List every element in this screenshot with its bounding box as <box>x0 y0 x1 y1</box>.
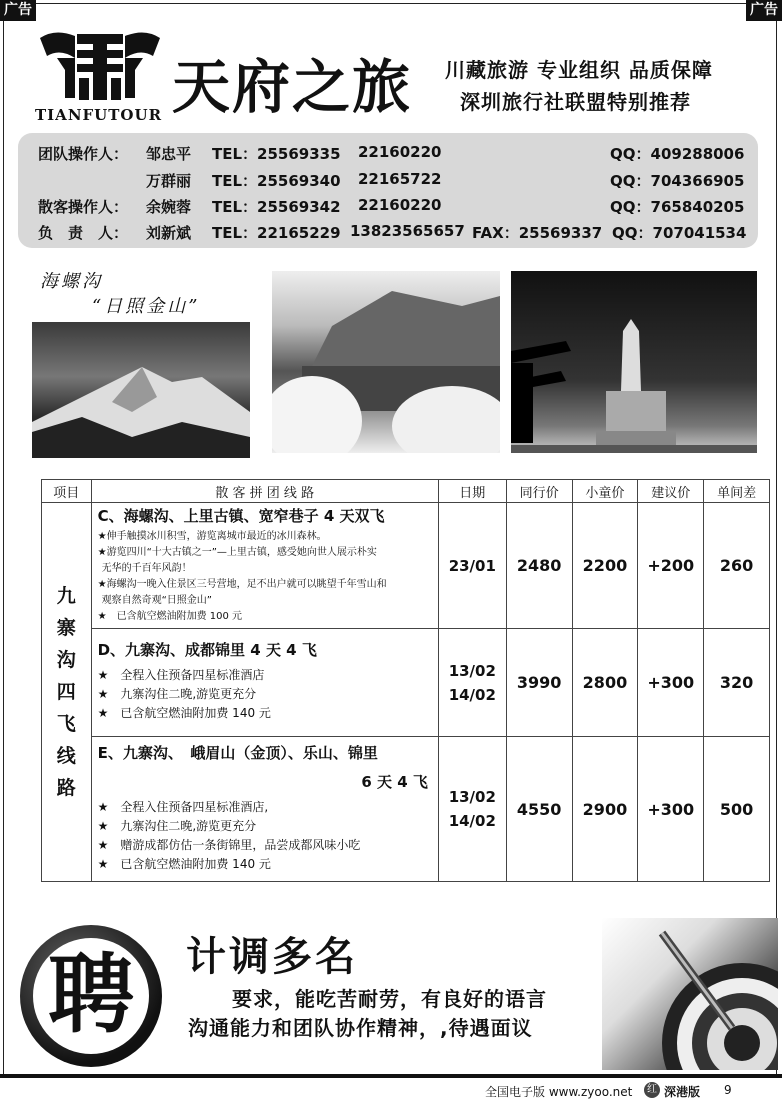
contact-role: 散客操作人： <box>38 198 129 216</box>
contact-name: 万群丽 <box>146 172 192 190</box>
brand-title: 天府之旅 <box>172 53 413 121</box>
route-name: C、海螺沟、上里古镇、宽窄巷子 4 天双飞 <box>97 507 385 525</box>
group-label-char: 沟 <box>56 649 76 671</box>
group-label-char: 路 <box>56 777 76 799</box>
photo-snow-lake <box>272 271 500 453</box>
ad-tag-left: 广告 <box>0 0 36 21</box>
photo-caption-1: 海螺沟 <box>40 271 103 292</box>
route-bullet: ★ 已含航空燃油附加费 140 元 <box>97 706 271 720</box>
route-name-suffix: 6 天 4 飞 <box>361 773 428 791</box>
group-label-char: 线 <box>56 745 76 767</box>
header-single-supplement: 单间差 <box>704 480 770 503</box>
contact-fax: FAX：25569337 <box>472 224 603 242</box>
table-row <box>42 629 770 737</box>
photo-caption-2: “日照金山” <box>92 296 201 317</box>
group-label-char: 四 <box>56 681 76 703</box>
header-item: 项目 <box>42 480 92 503</box>
footer-section: 深港版 <box>664 1085 701 1099</box>
suggest-price: +300 <box>638 737 704 882</box>
logo-text: TIANFUTOUR <box>35 106 163 124</box>
photo-snow-mountain <box>32 322 250 458</box>
route-bullet: ★ 九寨沟住二晚,游览更充分 <box>97 819 257 833</box>
date-value: 13/02 <box>448 788 496 806</box>
footer-divider <box>0 1074 782 1078</box>
single-supplement: 320 <box>704 629 770 737</box>
contact-tel-2: 22160220 <box>358 143 442 161</box>
header-child-price: 小童价 <box>572 480 638 503</box>
route-bullet: 观察自然奇观“日照金山” <box>101 595 212 606</box>
contact-role: 负 责 人： <box>38 224 129 242</box>
route-bullet: 无华的千百年风韵！ <box>101 563 192 574</box>
contact-qq: QQ：707041534 <box>612 224 747 242</box>
route-bullet: ★ 已含航空燃油附加费 140 元 <box>97 857 271 871</box>
suggest-price: +300 <box>638 629 704 737</box>
suggest-price: +200 <box>638 503 704 629</box>
group-label-char: 寨 <box>56 617 76 639</box>
route-e-cell <box>91 737 438 882</box>
table-header-row <box>42 480 770 503</box>
contact-tel: TEL：25569335 <box>212 145 341 163</box>
single-supplement: 260 <box>704 503 770 629</box>
brand-logo <box>35 28 165 126</box>
header-peer-price: 同行价 <box>506 480 572 503</box>
route-date <box>438 503 506 629</box>
child-price: 2900 <box>572 737 638 882</box>
route-bullet: ★游览四川“十大古镇之一”—上里古镇，感受她向世人展示朴实 <box>97 547 377 558</box>
header-date: 日期 <box>438 480 506 503</box>
statue-image <box>511 271 757 453</box>
hiring-badge <box>20 925 162 1067</box>
table-row <box>42 737 770 882</box>
hiring-line-1: 要求，能吃苦耐劳，有良好的语言 <box>232 987 547 1011</box>
footer-badge: 红 <box>644 1082 660 1098</box>
header-route: 散 客 拼 团 线 路 <box>91 480 438 503</box>
header-suggest-price: 建议价 <box>638 480 704 503</box>
dartboard-image <box>602 918 778 1070</box>
routes-table <box>41 479 770 882</box>
date-value: 13/02 <box>448 661 496 680</box>
group-label-char: 飞 <box>56 713 76 735</box>
contact-tel: TEL：22165229 <box>212 224 341 242</box>
route-bullet: ★ 九寨沟住二晚,游览更充分 <box>97 687 257 701</box>
child-price: 2200 <box>572 503 638 629</box>
contact-tel: TEL：25569340 <box>212 172 341 190</box>
contact-tel-2: 22160220 <box>358 196 442 214</box>
footer-site: 全国电子版 www.zyoo.net <box>485 1085 633 1099</box>
child-price: 2800 <box>572 629 638 737</box>
contact-name: 邹忠平 <box>146 145 192 163</box>
contact-name: 刘新斌 <box>146 224 192 242</box>
contact-tel: TEL：25569342 <box>212 198 341 216</box>
route-d-cell <box>91 629 438 737</box>
route-bullet: ★ 全程入住预备四星标准酒店, <box>97 800 269 814</box>
peer-price: 3990 <box>506 629 572 737</box>
route-date <box>438 737 506 882</box>
route-bullet: ★伸手触摸冰川积雪，游览离城市最近的冰川森林。 <box>97 531 327 542</box>
contact-qq: QQ：765840205 <box>610 198 745 216</box>
contact-qq: QQ：704366905 <box>610 172 745 190</box>
group-label-cell <box>42 503 92 882</box>
route-bullet: ★ 全程入住预备四星标准酒店 <box>97 668 265 682</box>
route-bullet: ★ 赠游成都仿估一条街锦里，品尝成都风味小吃 <box>97 838 361 852</box>
slogan-line-1: 川藏旅游 专业组织 品质保障 <box>445 58 713 82</box>
route-name: E、九寨沟、 峨眉山（金顶）、乐山、锦里 <box>97 744 378 762</box>
date-value: 23/01 <box>448 556 496 575</box>
lake-image <box>272 271 500 453</box>
ad-tag-right: 广告 <box>746 0 782 21</box>
mountain-image <box>32 322 250 458</box>
date-value: 14/02 <box>448 812 496 830</box>
peer-price: 2480 <box>506 503 572 629</box>
logo-emblem-icon <box>35 28 165 103</box>
hiring-title: 计调多名 <box>186 934 358 980</box>
group-label-char: 九 <box>56 585 76 607</box>
hiring-badge-char: 聘 <box>48 945 134 1045</box>
contact-tel-2: 22165722 <box>358 170 442 188</box>
peer-price: 4550 <box>506 737 572 882</box>
route-name: D、九寨沟、成都锦里 4 天 4 飞 <box>97 641 317 659</box>
dart-icon <box>602 918 778 1070</box>
route-c-cell <box>91 503 438 629</box>
route-date <box>438 629 506 737</box>
photo-buddha-statue <box>511 271 757 453</box>
contact-tel-2: 13823565657 <box>350 222 465 240</box>
slogan-line-2: 深圳旅行社联盟特别推荐 <box>460 90 691 114</box>
route-bullet: ★ 已含航空燃油附加费 100 元 <box>97 611 243 622</box>
table-row <box>42 503 770 629</box>
contact-role: 团队操作人： <box>38 145 129 163</box>
contact-name: 余婉蓉 <box>146 198 192 216</box>
date-value: 14/02 <box>448 685 496 704</box>
page-number: 9 <box>724 1083 732 1097</box>
route-bullet: ★海螺沟一晚入住景区三号营地，足不出户就可以眺望千年雪山和 <box>97 579 387 590</box>
hiring-line-2: 沟通能力和团队协作精神，,待遇面议 <box>188 1016 533 1040</box>
contact-qq: QQ：409288006 <box>610 145 745 163</box>
single-supplement: 500 <box>704 737 770 882</box>
